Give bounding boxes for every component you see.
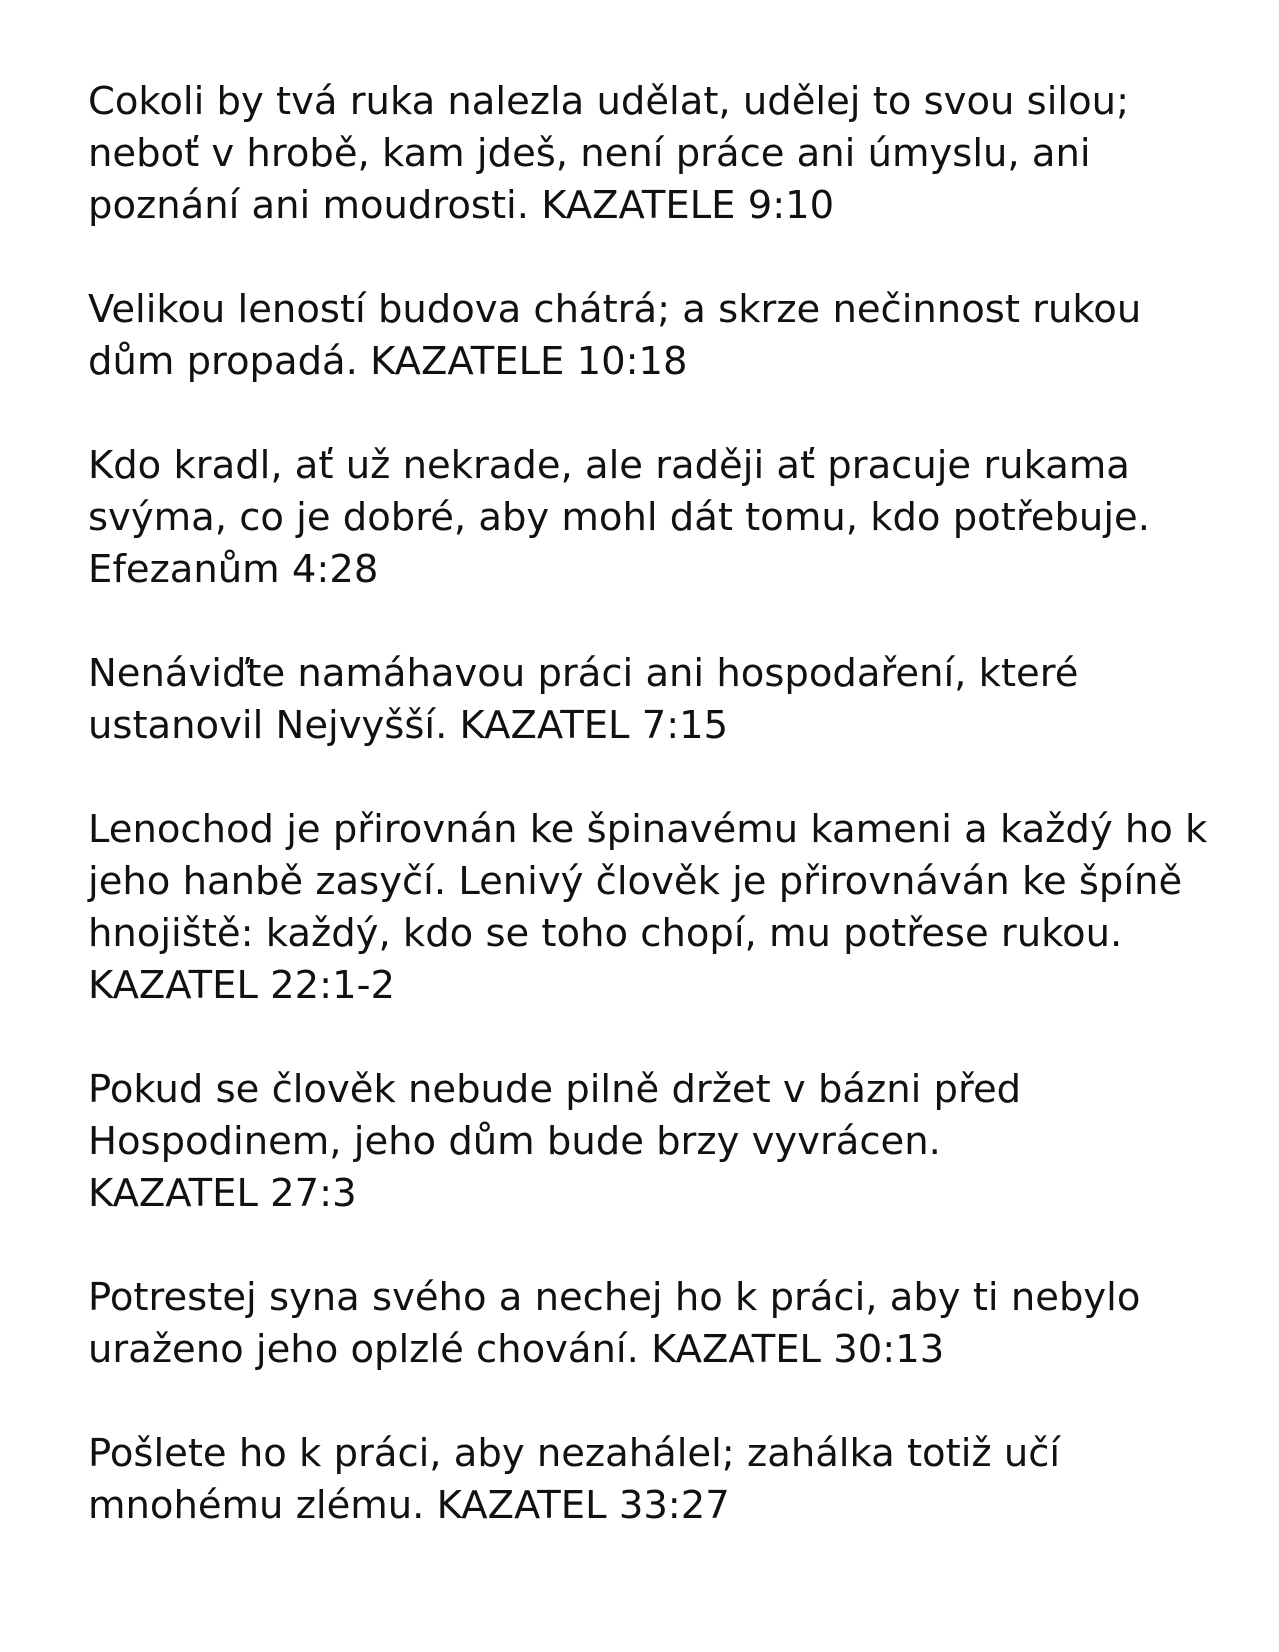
verse-line: Potrestej syna svého a nechej ho k práci, aby ti nebylo	[88, 1275, 1141, 1320]
paragraph-gap	[88, 232, 1218, 284]
verse-paragraph	[88, 284, 1218, 388]
verse-line: uraženo jeho oplzlé chování. KAZATEL 30:13	[88, 1327, 945, 1372]
verse-line: Lenochod je přirovnán ke špinavému kameni a každý ho k	[88, 807, 1208, 852]
verse-line: ustanovil Nejvyšší. KAZATEL 7:15	[88, 703, 729, 748]
verse-line: dům propadá. KAZATELE 10:18	[88, 339, 688, 384]
verse-paragraph	[88, 1064, 1218, 1220]
verse-line: Cokoli by tvá ruka nalezla udělat, udělej to svou silou;	[88, 79, 1130, 124]
verse-paragraph	[88, 648, 1218, 752]
verse-line: Nenáviďte namáhavou práci ani hospodaření, které	[88, 651, 1079, 696]
verse-line: jeho hanbě zasyčí. Lenivý člověk je přirovnáván ke špíně	[88, 859, 1183, 904]
paragraph-gap	[88, 1220, 1218, 1272]
verse-line: poznání ani moudrosti. KAZATELE 9:10	[88, 183, 835, 228]
verse-line: Efezanům 4:28	[88, 547, 379, 592]
verse-line: Kdo kradl, ať už nekrade, ale raději ať pracuje rukama	[88, 443, 1130, 488]
paragraph-gap	[88, 1376, 1218, 1428]
verse-paragraph	[88, 76, 1218, 232]
paragraph-gap	[88, 752, 1218, 804]
verse-paragraph	[88, 804, 1218, 1012]
paragraph-gap	[88, 596, 1218, 648]
verse-line: mnohému zlému. KAZATEL 33:27	[88, 1483, 730, 1528]
verse-line: Pošlete ho k práci, aby nezahálel; zahálka totiž učí	[88, 1431, 1061, 1476]
paragraph-gap	[88, 388, 1218, 440]
document-page	[88, 76, 1218, 1532]
verse-paragraph	[88, 1428, 1218, 1532]
verse-line: Velikou leností budova chátrá; a skrze nečinnost rukou	[88, 287, 1142, 332]
verse-line: svýma, co je dobré, aby mohl dát tomu, kdo potřebuje.	[88, 495, 1150, 540]
verse-line: Hospodinem, jeho dům bude brzy vyvrácen.	[88, 1119, 941, 1164]
verse-line: Pokud se člověk nebude pilně držet v bázni před	[88, 1067, 1022, 1112]
verse-paragraph	[88, 440, 1218, 596]
verse-line: KAZATEL 22:1-2	[88, 963, 396, 1008]
verse-line: hnojiště: každý, kdo se toho chopí, mu potřese rukou.	[88, 911, 1123, 956]
paragraph-gap	[88, 1012, 1218, 1064]
verse-line: neboť v hrobě, kam jdeš, není práce ani úmyslu, ani	[88, 131, 1091, 176]
verse-paragraph	[88, 1272, 1218, 1376]
verse-line: KAZATEL 27:3	[88, 1171, 357, 1216]
